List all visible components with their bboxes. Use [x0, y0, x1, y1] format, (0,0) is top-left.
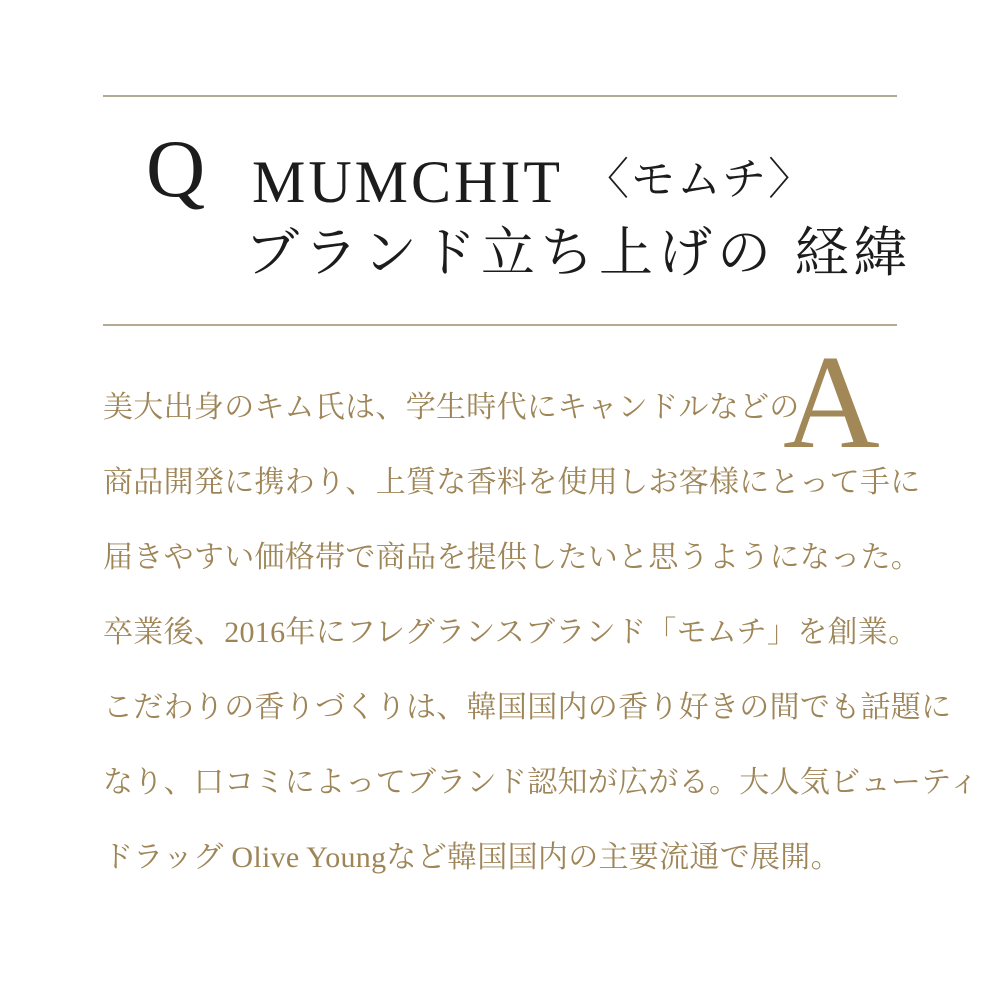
answer-line: 商品開発に携わり、上質な香料を使用しお客様にとって手に: [103, 466, 921, 499]
answer-text-block: [103, 370, 980, 895]
question-title-line2: ブランド立ち上げの 経緯: [245, 223, 913, 283]
answer-mark-label: A: [783, 328, 880, 476]
answer-line: こだわりの香りづくりは、韓国国内の香り好きの間でも話題に: [103, 691, 952, 724]
answer-line: 卒業後、2016年にフレグランスブランド「モムチ」を創業。: [103, 616, 919, 649]
top-divider: [103, 95, 897, 97]
answer-line: なり、口コミによってブランド認知が広がる。大人気ビューティ: [103, 766, 980, 799]
answer-line: 美大出身のキム氏は、学生時代にキャンドルなどの: [103, 391, 800, 424]
brand-name: MUMCHIT: [252, 149, 564, 215]
question-mark-label: Q: [146, 123, 206, 214]
answer-line: ドラッグ Olive Youngなど韓国国内の主要流通で展開。: [103, 841, 841, 874]
brand-reading-katakana: 〈モムチ〉: [585, 155, 815, 204]
answer-line: 届きやすい価格帯で商品を提供したいと思うようになった。: [103, 541, 922, 574]
middle-divider: [103, 324, 897, 326]
